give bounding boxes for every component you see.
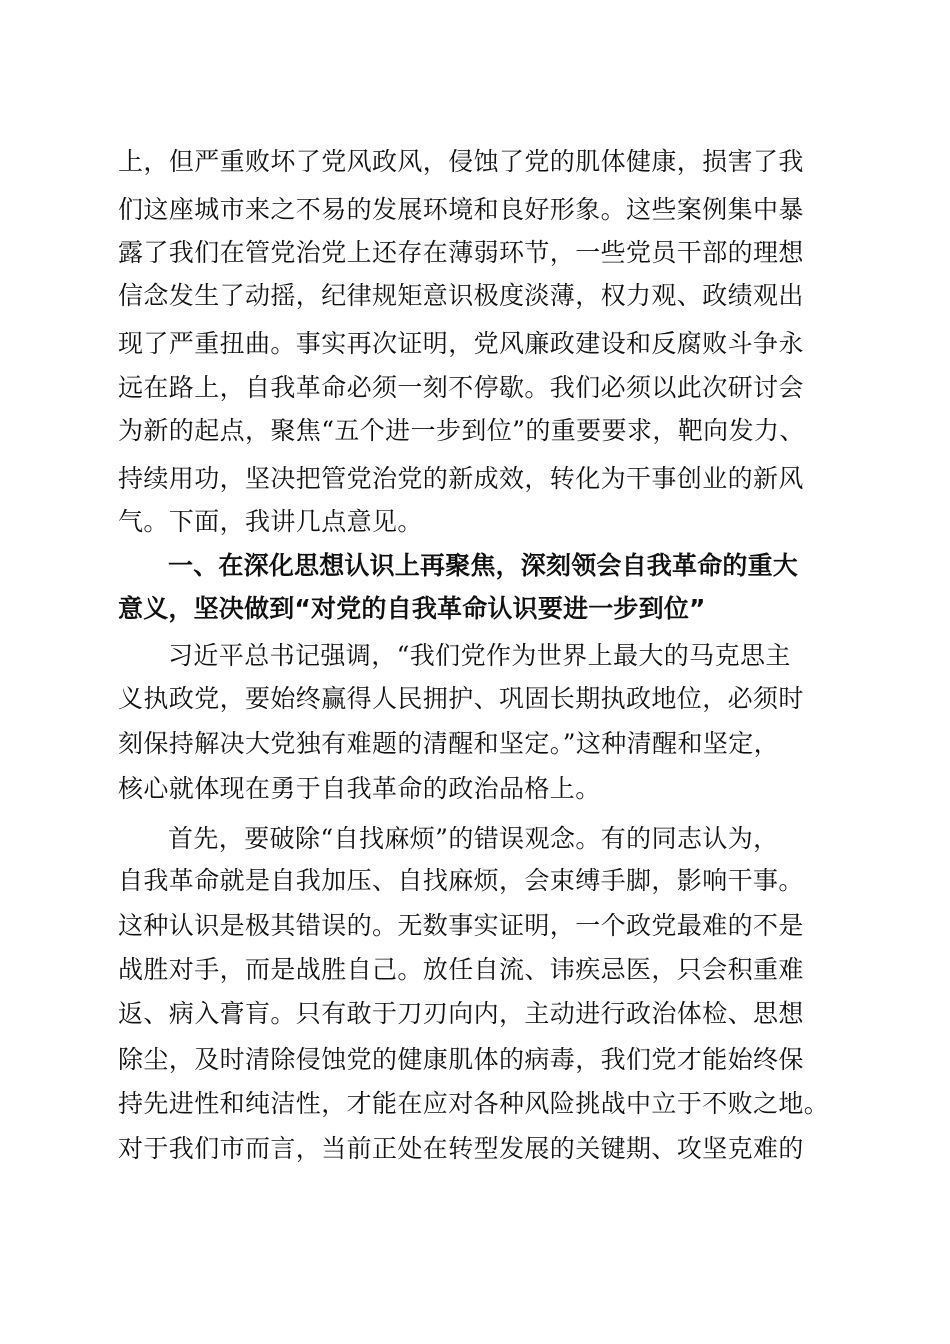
section-heading-line: 一、在深化思想认识上再聚焦，深刻领会自我革命的重大 (168, 551, 799, 580)
paragraph-line: 义执政党，要始终赢得人民拥护、巩固长期执政地位，必须时 (118, 684, 804, 713)
paragraph-line: 露了我们在管党治党上还存在薄弱环节，一些党员干部的理想 (118, 238, 804, 267)
paragraph-line: 们这座城市来之不易的发展环境和良好形象。这些案例集中暴 (118, 195, 804, 224)
paragraph-line: 习近平总书记强调，“我们党作为世界上最大的马克思主 (168, 641, 791, 670)
paragraph-line: 气。下面，我讲几点意见。 (118, 507, 423, 536)
paragraph-line: 持先进性和纯洁性，才能在应对各种风险挑战中立于不败之地。 (118, 1089, 830, 1118)
paragraph-line: 除尘，及时清除侵蚀党的健康肌体的病毒，我们党才能始终保 (118, 1045, 804, 1074)
paragraph-line: 远在路上，自我革命必须一刻不停歇。我们必须以此次研讨会 (118, 373, 804, 402)
paragraph-line: 刻保持解决大党独有难题的清醒和坚定。”这种清醒和坚定， (118, 729, 780, 758)
paragraph-line: 为新的起点，聚焦“五个进一步到位”的重要要求，靶向发力、 (118, 416, 805, 445)
paragraph-line: 现了严重扭曲。事实再次证明，党风廉政建设和反腐败斗争永 (118, 329, 804, 358)
paragraph-line: 返、病入膏肓。只有敢于刀刃向内，主动进行政治体检、思想 (118, 999, 804, 1028)
paragraph-line: 首先，要破除“自找麻烦”的错误观念。有的同志认为， (168, 824, 779, 853)
section-heading-line: 意义，坚决做到“对党的自我革命认识要进一步到位” (118, 594, 706, 623)
paragraph-line: 战胜对手，而是战胜自己。放任自流、讳疾忌医，只会积重难 (118, 955, 804, 984)
paragraph-line: 对于我们市而言，当前正处在转型发展的关键期、攻坚克难的 (118, 1134, 804, 1163)
paragraph-line: 自我革命就是自我加压、自找麻烦，会束缚手脚，影响干事。 (118, 866, 804, 895)
paragraph-line: 核心就体现在勇于自我革命的政治品格上。 (118, 774, 601, 803)
paragraph-line: 上，但严重败坏了党风政风，侵蚀了党的肌体健康，损害了我 (118, 147, 804, 176)
paragraph-line: 信念发生了动摇，纪律规矩意识极度淡薄，权力观、政绩观出 (118, 281, 804, 310)
paragraph-line: 这种认识是极其错误的。无数事实证明，一个政党最难的不是 (118, 911, 804, 940)
paragraph-line: 持续用功，坚决把管党治党的新成效，转化为干事创业的新风 (118, 464, 804, 493)
